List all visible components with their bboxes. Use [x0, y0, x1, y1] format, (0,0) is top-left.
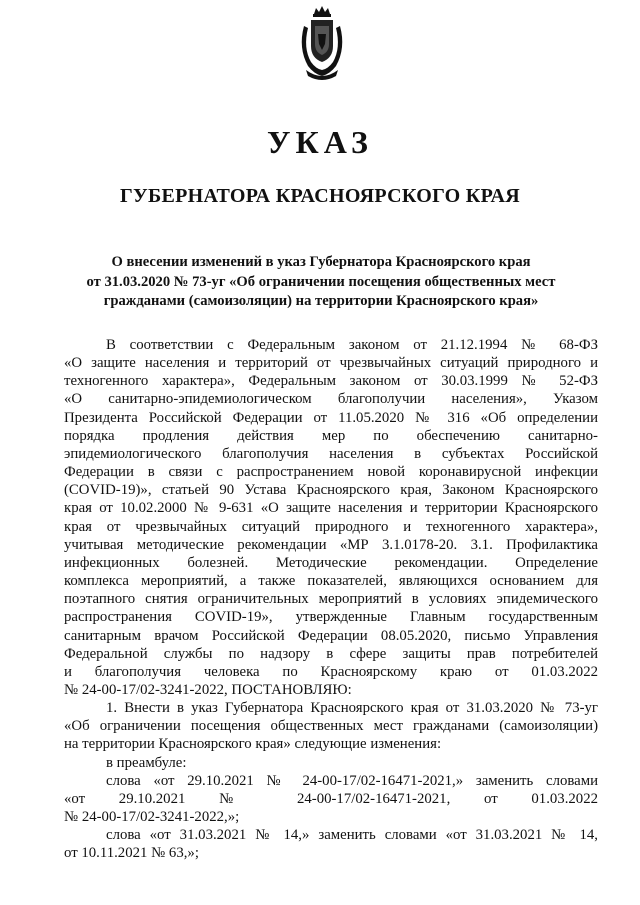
change-1 — [64, 772, 598, 826]
body-line: № 24-00-17/02-3241-2022, ПОСТАНОВЛЯЮ: — [64, 681, 352, 698]
heading-line: от 31.03.2020 № 73-уг «Об ограничении посещения общественных мест — [86, 273, 556, 290]
body-line: порядка продления действия мер по обеспечению санитарно- — [64, 427, 598, 444]
body-line: В соответствии с Федеральным законом от 21.12.1994 № 68-ФЗ — [106, 337, 598, 353]
coat-of-arms-emblem — [296, 4, 348, 82]
body-line: санитарным врачом Российской Федерации 08.05.2020, письмо Управления — [64, 627, 598, 644]
body-line: (COVID-19)», статьей 90 Устава Красноярского края, Законом Красноярского — [64, 482, 598, 499]
document-title: УКАЗ — [267, 124, 373, 160]
body-line: «О санитарно-эпидемиологическом благополучии населения», Указом — [64, 391, 598, 408]
body-line: техногенного характера», Федеральным законом от 30.03.1999 № 52-ФЗ — [64, 373, 598, 390]
body-line: распространения COVID-19», утвержденные Главным государственным — [64, 609, 598, 626]
change-line: слова «от 29.10.2021 № 24-00-17/02-16471-2021,» заменить словами — [106, 772, 598, 789]
decree-heading — [60, 253, 582, 312]
change-line: № 24-00-17/02-3241-2022,»; — [64, 809, 240, 826]
item-1 — [64, 699, 598, 753]
body-line: учитывая методические рекомендации «МР 3.1.0178-20. 3.1. Профилактика — [64, 536, 598, 553]
body-line: Федерации в связи с распространением новой коронавирусной инфекции — [64, 464, 598, 481]
body-line: Президента Российской Федерации от 11.05.2020 № 316 «Об определении — [64, 409, 598, 426]
body-line: и благополучия человека по Красноярскому краю от 01.03.2022 — [64, 663, 598, 680]
body-line: Федеральной службы по надзору в сфере защиты прав потребителей — [64, 645, 598, 662]
body-line: комплекса мероприятий, а также показателей, являющихся основанием для — [64, 573, 598, 590]
body-line: края от чрезвычайных ситуаций природного и техногенного характера», — [64, 518, 598, 535]
preamble-label: в преамбуле: — [106, 754, 187, 771]
item-line: 1. Внести в указ Губернатора Красноярского края от 31.03.2020 № 73-уг — [106, 700, 598, 717]
preamble-paragraph — [64, 336, 598, 699]
heading-line: О внесении изменений в указ Губернатора Красноярского края — [111, 254, 531, 270]
item-line: на территории Красноярского края» следующие изменения: — [64, 736, 442, 753]
change-2 — [64, 826, 598, 862]
change-line: от 10.11.2021 № 63,»; — [64, 845, 199, 862]
body-line: инфекционных болезней. Методические рекомендации. Определение — [64, 554, 598, 571]
heading-line: гражданами (самоизоляции) на территории Красноярского края» — [103, 293, 539, 309]
change-line: «от 29.10.2021 № 24-00-17/02-16471-2021, от 01.03.2022 — [64, 790, 598, 807]
document-subtitle: ГУБЕРНАТОРА КРАСНОЯРСКОГО КРАЯ — [119, 185, 521, 207]
body-line: эпидемиологического благополучия населения в субъектах Российской — [64, 445, 598, 462]
body-line: «О защите населения и территорий от чрезвычайных ситуаций природного и — [64, 355, 598, 372]
item-line: «Об ограничении посещения общественных мест гражданами (самоизоляции) — [64, 718, 598, 735]
body-line: поэтапного снятия ограничительных мероприятий в условиях эпидемического — [64, 591, 598, 608]
change-line: слова «от 31.03.2021 № 14,» заменить словами «от 31.03.2021 № 14, — [106, 827, 598, 844]
body-line: края от 10.02.2000 № 9-631 «О защите населения и территории Красноярского — [64, 500, 598, 517]
decree-body — [64, 336, 598, 863]
